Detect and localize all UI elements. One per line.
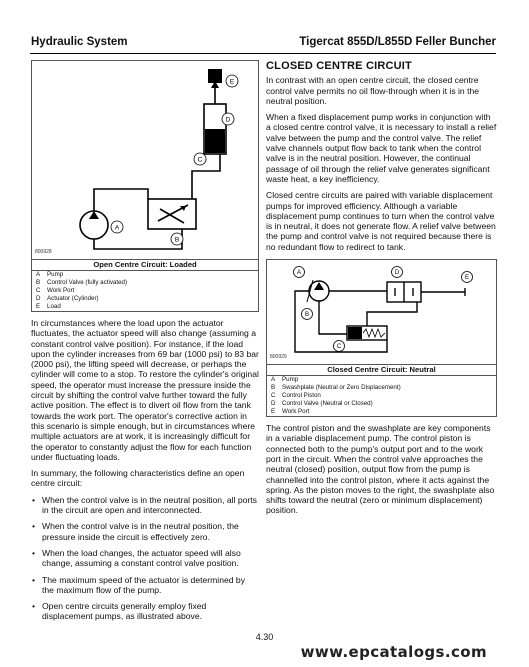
list-item: • When the control valve is in the neutral position, all ports in the circuit are open and interconnected. bbox=[31, 495, 259, 516]
legend-row: D Actuator (Cylinder) bbox=[36, 295, 99, 302]
legend-row: D Control Valve (Neutral or Closed) bbox=[271, 400, 373, 408]
figure-caption: Closed Centre Circuit: Neutral bbox=[267, 365, 496, 376]
label-b: B bbox=[174, 236, 180, 244]
label-b: B bbox=[304, 312, 310, 319]
paragraph: In circumstances where the load upon the actuator fluctuates, the actuator speed will also change (assuming a constant control valve position). For instance, if the load upon the cylinder increases from 69 bar (1000 psi) to 83 bar (2000 psi), the lifting speed will decrease, or perhaps the cylinder will come to a stop. To restore the cylinder's original speed, the operator must increase the pressure inside the circuit by shifting the control valve further toward the fully active position. The effect is to divert oil flow from the tank towards the work port. The operator's corrective action in this scenario is simple enough, but in circumstances where multiple actuators are at work, it is increasingly difficult for the operator to constantly adjust the flow for each function under fluctuating loads. bbox=[31, 318, 259, 462]
label-e: E bbox=[229, 78, 235, 86]
label-d: D bbox=[394, 270, 400, 277]
watermark: www.epcatalogs.com bbox=[300, 643, 487, 661]
figure-closed-centre bbox=[266, 259, 497, 365]
figure-caption: Open Centre Circuit: Loaded bbox=[32, 260, 258, 271]
open-centre-diagram bbox=[32, 61, 258, 259]
legend-row: C Work Port bbox=[36, 287, 75, 294]
legend-row: B Control Valve (fully activated) bbox=[36, 279, 128, 286]
section-title: CLOSED CENTRE CIRCUIT bbox=[266, 60, 412, 72]
list-item: • When the load changes, the actuator speed will also change, assuming a constant control valve position. bbox=[31, 548, 259, 569]
legend-row: C Control Piston bbox=[271, 392, 321, 400]
label-a: A bbox=[296, 270, 302, 277]
list-item: • When the control valve is in the neutral position, the pressure inside the circuit is effectively zero. bbox=[31, 521, 259, 542]
figure-open-centre bbox=[31, 60, 259, 260]
header-rule bbox=[30, 53, 496, 54]
left-body bbox=[31, 318, 259, 622]
list-item: • The maximum speed of the actuator is determined by the maximum flow of the pump. bbox=[31, 575, 259, 596]
page-number: 4.30 bbox=[255, 632, 274, 642]
figure-id: 800929 bbox=[270, 353, 287, 360]
label-c: C bbox=[197, 156, 203, 164]
legend-closed-centre bbox=[266, 365, 497, 417]
legend-open-centre bbox=[31, 260, 259, 312]
label-d: D bbox=[225, 116, 231, 124]
paragraph: When a fixed displacement pump works in conjunction with a closed centre control valve, it is necessary to install a relief valve between the pump and the control valve. The relief valve channels output flow back to tank when the control valve is in the neutral position. However, the continual passage of oil through the relief valve generates significant waste heat, a key inefficiency. bbox=[266, 112, 497, 184]
legend-row: B Swashplate (Neutral or Zero Displacement) bbox=[271, 384, 401, 392]
header-section-title: Hydraulic System bbox=[31, 36, 128, 48]
legend-row: E Load bbox=[36, 303, 61, 310]
paragraph: In summary, the following characteristics define an open centre circuit: bbox=[31, 468, 245, 489]
legend-row: E Work Port bbox=[271, 408, 310, 416]
label-c: C bbox=[336, 344, 342, 351]
header-model-title: Tigercat 855D/L855D Feller Buncher bbox=[299, 36, 496, 48]
paragraph: Closed centre circuits are paired with variable displacement pumps for improved efficiency. Although a variable displacement pump continues to turn when the control valve is in neutral, it does not generate flow. A relief valve between the pump and control valve is not required because there is no redundant flow to redirect to tank. bbox=[266, 190, 496, 252]
list-item: • Open centre circuits generally employ fixed displacement pumps, as illustrated above. bbox=[31, 601, 259, 622]
label-e: E bbox=[464, 275, 470, 282]
legend-row: A Pump bbox=[271, 376, 299, 384]
paragraph: In contrast with an open centre circuit, the closed centre control valve permits no oil flow-through when it is in the neutral position. bbox=[266, 75, 480, 106]
legend-row: A Pump bbox=[36, 271, 64, 278]
right-column bbox=[266, 61, 497, 522]
figure-id: 800928 bbox=[35, 248, 52, 255]
bullet-list bbox=[31, 495, 259, 622]
closed-centre-diagram bbox=[267, 260, 496, 364]
label-a: A bbox=[114, 224, 120, 232]
paragraph: The control piston and the swashplate are key components in a variable displacement pump. The control piston is connected both to the pump's output port and to the work port in the circuit. When the control valve approaches the neutral (closed) position, output flow from the pump is channelled into the control piston, where it acts against the spring. As the piston moves to the right, the swashplate also shifts toward the neutral (zero or minimum displacement) position. bbox=[266, 423, 495, 516]
left-column bbox=[31, 60, 259, 628]
